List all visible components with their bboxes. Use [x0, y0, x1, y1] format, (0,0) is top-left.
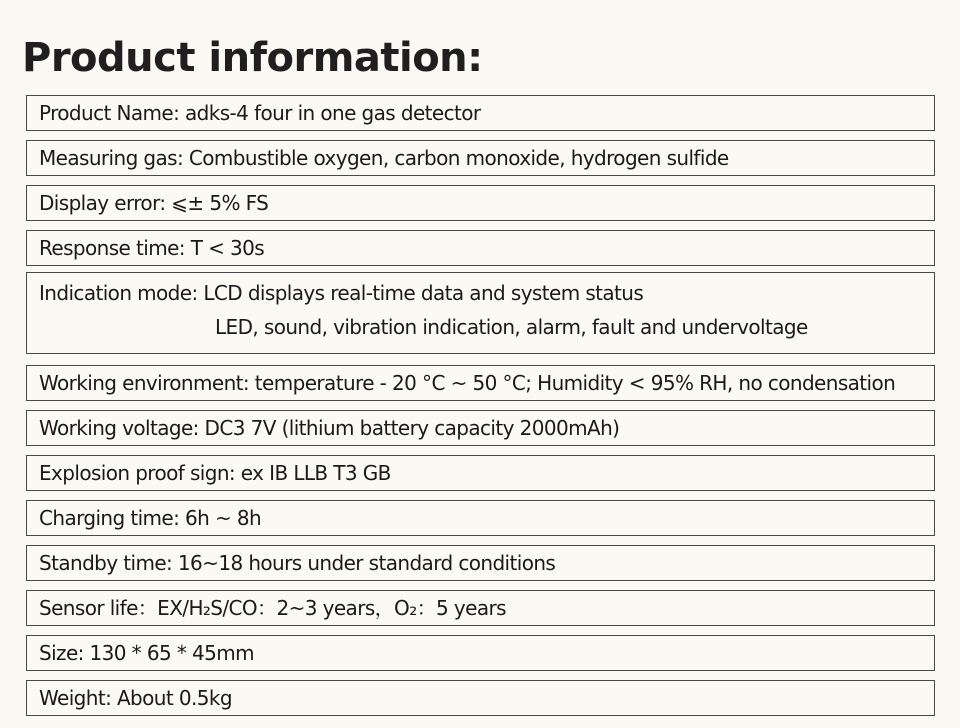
- spec-row-indication-mode: [26, 272, 935, 354]
- page-title: Product information:: [22, 35, 483, 81]
- spec-row-charging-time: Charging time: 6h ~ 8h: [26, 500, 935, 536]
- indication-mode-line1: Indication mode: LCD displays real-time data and system status: [39, 281, 644, 305]
- spec-row-weight: Weight: About 0.5kg: [26, 680, 935, 716]
- spec-row-product-name: Product Name: adks-4 four in one gas detector: [26, 95, 935, 131]
- indication-mode-line2: LED, sound, vibration indication, alarm, fault and undervoltage: [215, 315, 808, 339]
- spec-row-response-time: Response time: T < 30s: [26, 230, 935, 266]
- spec-row-explosion-proof: Explosion proof sign: ex IB LLB T3 GB: [26, 455, 935, 491]
- spec-row-working-environment: Working environment: temperature - 20 °C ~ 50 °C; Humidity < 95% RH, no condensation: [26, 365, 935, 401]
- spec-row-working-voltage: Working voltage: DC3 7V (lithium battery capacity 2000mAh): [26, 410, 935, 446]
- spec-row-standby-time: Standby time: 16~18 hours under standard conditions: [26, 545, 935, 581]
- spec-row-measuring-gas: Measuring gas: Combustible oxygen, carbon monoxide, hydrogen sulfide: [26, 140, 935, 176]
- spec-row-sensor-life: Sensor life：EX/H₂S/CO：2~3 years，O₂：5 years: [26, 590, 935, 626]
- spec-row-size: Size: 130 * 65 * 45mm: [26, 635, 935, 671]
- spec-row-display-error: Display error: ⩽± 5% FS: [26, 185, 935, 221]
